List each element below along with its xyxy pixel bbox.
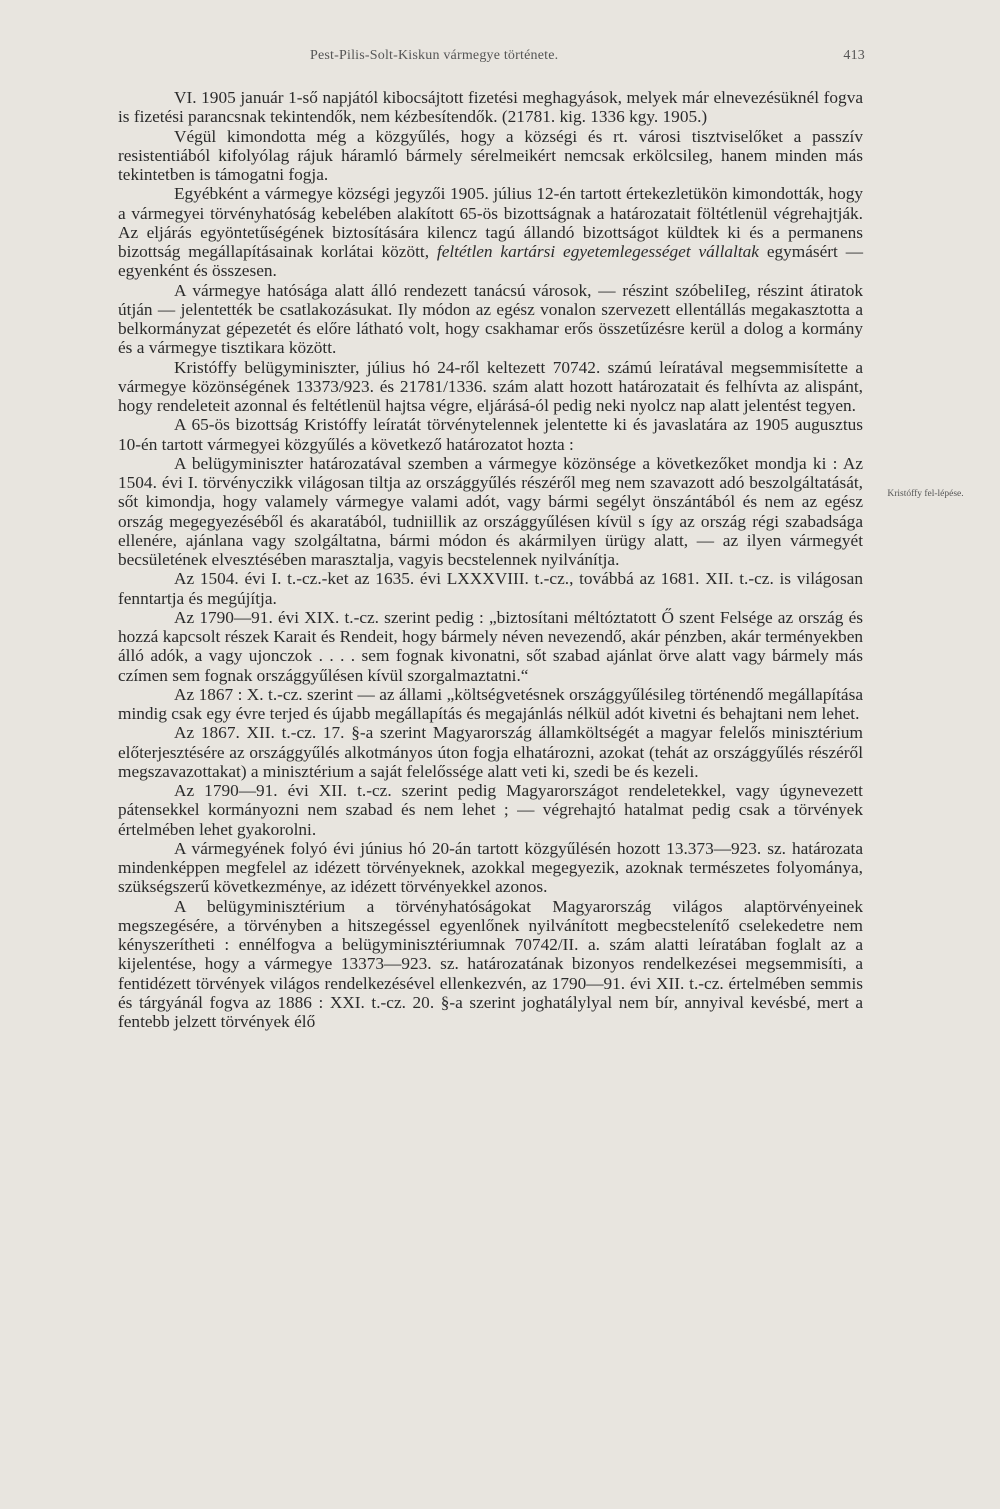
paragraph: A belügyminisztérium a törvényhatóságokat Magyarország világos alaptörvényeinek megszegésére, a törvényben a hitszegéssel egyenlőnek nyilvánított megbecstelenítő cselekedetre nem kényszerítheti : ennélfogva a belügyminisztériumnak 70742/II. a. szám alatti leíratában foglalt az a kijelentése, hogy a vármegye 13373—923. sz. határozatának bizonyos rendelkezései megsemmisíti, a fentidézett törvények világos rendelkezésével ellenkezvén, az 1790—91. évi XII. t.-cz. értelmében semmis és tárgyánál fogva az 1886 : XXI. t.-cz. 20. §-a szerint joghatálylyal nem bír, annyival kevésbé, mert a fentebb jelzett törvények élő bbox=[118, 896, 863, 1031]
paragraph: Az 1790—91. évi XII. t.-cz. szerint pedig Magyarországot rendeletekkel, vagy úgynevezett pátensekkel kormányozni nem szabad és nem lehet ; — végrehajtó hatalmat pedig csak a törvények értelmében lehet gyakorolni. bbox=[118, 781, 863, 839]
paragraph-text: egymásért — egyenként és összesen. bbox=[118, 242, 864, 281]
paragraph: Kristóffy belügyminiszter, július hó 24-ről keltezett 70742. számú leíratával megsemmisítette a vármegye közönségének 13373/923. és 21781/1336. szám alatt hozott határozatait és felhívta az alispánt, hogy rendeleteit azonnal és feltétlenül hajtsa végre, eljárásá-ól pedig neki nyolcz nap alatt jelentést tegyen. bbox=[118, 357, 863, 415]
italic-phrase: feltétlen kartársi egyetemlegességet vállaltak bbox=[436, 242, 759, 261]
paragraph: Az 1790—91. évi XIX. t.-cz. szerint pedig : „biztosítani méltóztatott Ő szent Felsége az ország és hozzá kapcsolt részek Karait és Rendeit, hogy bármely néven nevezendő, akár pénzben, akár terményekben álló adók, a vagy ujonczok . . . . sem fognak kivonatni, sőt szabad ajánlat örve alatt vagy bármely más czímen sem fognak országgyűlésen kívül szorgalmaztatni.“ bbox=[118, 607, 863, 685]
body-text bbox=[118, 88, 863, 1031]
paragraph: A vármegye hatósága alatt álló rendezett tanácsú városok, — részint szóbeliIeg, részint átiratok útján — jelentették be csatlakozásukat. Ily módon az egész vonalon szervezett ellentállás megakasztotta a belkormányzat gépezetét és előre látható volt, hogy csakhamar erős összetűzésre kerül a dolog a kormány és a vármegye tisztikara között. bbox=[118, 280, 863, 358]
paragraph: Az 1504. évi I. t.-cz.-ket az 1635. évi LXXXVIII. t.-cz., továbbá az 1681. XII. t.-cz. is világosan fenntartja és megújítja. bbox=[118, 569, 863, 608]
paragraph: Az 1867. XII. t.-cz. 17. §-a szerint Magyarország államköltségét a magyar felelős minisztérium előterjesztésére az országgyűlés alkotmányos úton fogja elhatározni, azokat (tehát az országgyűlés részéről megszavazottakat) a minisztérium a saját felelőssége alatt veti ki, szedi be és kezeli. bbox=[118, 723, 863, 781]
paragraph bbox=[118, 184, 863, 280]
paragraph: A vármegyének folyó évi június hó 20-án tartott közgyűlésén hozott 13.373—923. sz. határozata mindenképpen megfelel az idézett törvényeknek, azokkal megegyezik, azoknak természetes folyománya, szükségszerű következménye, az idézett törvényekkel azonos. bbox=[118, 838, 863, 897]
running-title: Pest-Pilis-Solt-Kiskun vármegye története. bbox=[310, 48, 559, 63]
paragraph: Végül kimondotta még a közgyűlés, hogy a községi és rt. városi tisztviselőket a passzív resistentiából kifolyólag rájuk háramló bármely sérelmeikért nemcsak erkölcsileg, hanem minden más tekintetben is támogatni fogja. bbox=[118, 126, 863, 184]
paragraph: Az 1867 : X. t.-cz. szerint — az állami „költségvetésnek országgyűlésileg történendő megállapítása mindig csak egy évre terjed és újabb megállapítás és megajánlás nélkül adót kivetni és behajtani nem lehet. bbox=[118, 684, 863, 723]
page-number: 413 bbox=[843, 48, 865, 63]
paragraph-text: Egyébként a vármegye községi jegyzői 1905. július 12-én tartott értekezletükön kimondották, hogy a vármegyei törvényhatóság kebelében alakított 65-ös bizottságnak a határozatait föltétlenül végrehajtják. Az eljárás egyöntetűségének biztosítására kilencz tagú állandó bizottságot küldtek ki és a permanens bizottság megállapításainak korlátai között, bbox=[118, 184, 863, 261]
paragraph: A belügyminiszter határozatával szemben a vármegye közönsége a következőket mondja ki : Az 1504. évi I. törvényczikk világosan tiltja az országgyűlés részéről meg nem szavazott adó beszolgáltatását, sőt kimondja, hogy valamely vármegye valami adót, vagy bármi segélyt önszántából és nem az egész ország megegyezéséből és akaratából, tudniillik az országgyűlésen kívül s így az ország régi szabadsága ellenére, ajánlana vagy szolgáltatna, bármi módon és akármilyen ürügy alatt, — az ilyen vármegyét becsületének elvesztésében marasztalja, vagyis becstelennek nyilvánítja. bbox=[118, 453, 863, 569]
paragraph: VI. 1905 január 1-ső napjától kibocsájtott fizetési meghagyások, melyek már elnevezésüknél fogva is fizetési parancsnak tekintendők, nem kézbesítendők. (21781. kig. 1336 kgy. 1905.) bbox=[118, 88, 863, 127]
margin-note: Kristóffy fel-lépése. bbox=[887, 489, 964, 499]
paragraph: A 65-ös bizottság Kristóffy leíratát törvénytelennek jelentette ki és javaslatára az 1905 augusztus 10-én tartott vármegyei közgyűlés a következő határozatot hozta : bbox=[118, 415, 863, 454]
